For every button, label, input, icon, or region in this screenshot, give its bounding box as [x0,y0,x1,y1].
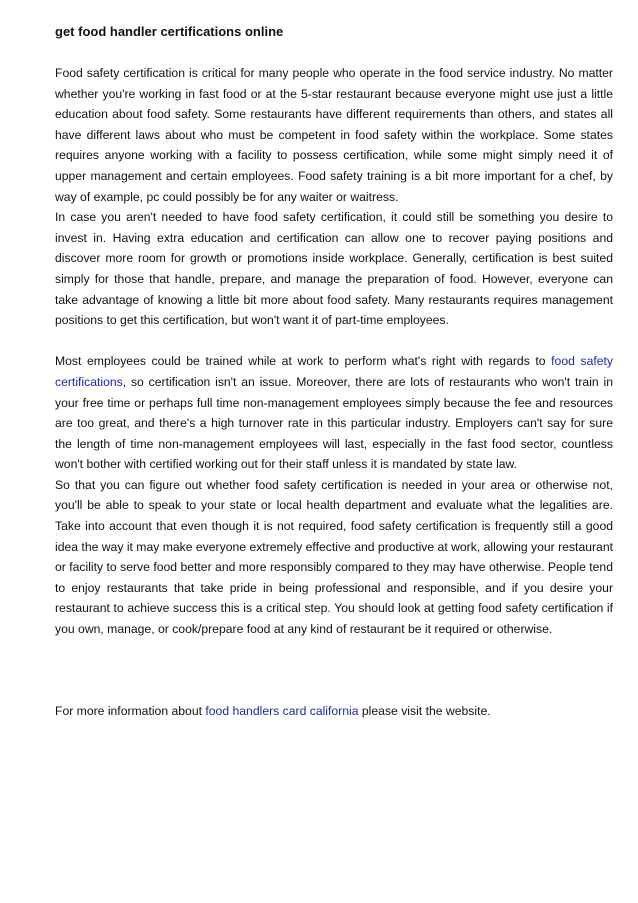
paragraph-training-text-end: , so certification isn't an issue. Moreover, there are lots of restaurants who won't train in your free time or perhaps full time non-management employees simply because the fee and resources are too great, and there's a high turnover rate in this particular industry. Employers can't say for sure the length of time non-management employees will last, especially in the fast food sector, countless won't bother with certified working out for their staff unless it is mandated by state law. [55,374,613,472]
food-handlers-card-california-link[interactable]: food handlers card california [205,704,359,719]
paragraph-training-text-start: Most employees could be trained while at work to perform what's right with regards to [55,354,552,369]
more-info-text-start: For more information about [55,704,206,719]
food-safety-certifications-link[interactable]: food safety certifications [55,354,614,389]
paragraph-optional-certification: In case you aren't needed to have food safety certification, it could still be something you desire to invest in. Having extra education and certification can allow one to recover paying positions and discover more room for growth or promotions inside workplace. Generally, certification is best suited simply for those that handle, prepare, and manage the preparation of food. However, everyone can take advantage of knowing a little bit more about food safety. Many restaurants requires management positions to get this certification, but won't want it of part-time employees. [55,210,613,328]
paragraph-spacer [55,331,613,352]
page-title: get food handler certifications online [55,24,284,39]
paragraph-intro: Food safety certification is critical for many people who operate in the food service industry. No matter whether you're working in fast food or at the 5-star restaurant because everyone might use just a little education about food safety. Some restaurants have different requirements than others, and states all have different laws about who must be competent in food safety within the workplace. Some states requires anyone working with a facility to possess certification, while some might simply need it of upper management and certain employees. Food safety training is a bit more important for a chef, by way of example, pc could possibly be for any waiter or waitress. [55,66,613,204]
paragraph-training [55,351,613,475]
paragraph-spacer-large [55,640,613,702]
paragraph-legalities: So that you can figure out whether food safety certification is needed in your area or otherwise not, you'll be able to speak to your state or local health department and evaluate what the legalities are. Take into account that even though it is not required, food safety certification is frequently still a good idea the way it may make everyone extremely effective and productive at work, allowing your restaurant or facility to serve food better and more responsibly compared to they may have otherwise. People tend to enjoy restaurants that take pride in being professional and responsible, and if you desire your restaurant to achieve success this is a critical step. You should look at getting food safety certification if you own, manage, or cook/prepare food at any kind of restaurant be it required or otherwise. [55,477,613,637]
paragraph-more-info [55,701,613,722]
more-info-text-end: please visit the website. [358,704,491,719]
document-body [55,21,613,722]
